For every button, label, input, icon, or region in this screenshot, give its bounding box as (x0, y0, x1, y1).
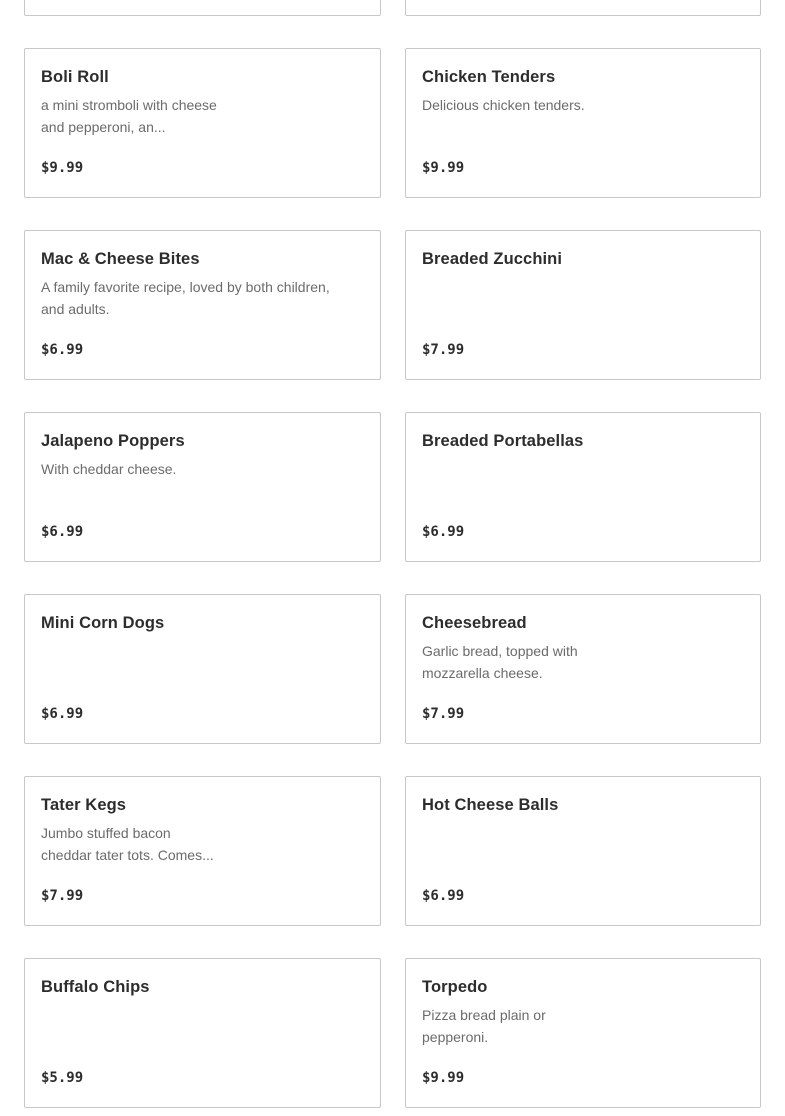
menu-item-card[interactable] (405, 48, 761, 198)
menu-item-description: Pizza bread plain or pepperoni. (422, 1007, 546, 1045)
menu-item-name: Breaded Portabellas (422, 432, 584, 450)
menu-item-name: Mini Corn Dogs (41, 614, 165, 632)
menu-item-card[interactable] (405, 594, 761, 744)
menu-item-price: $7.99 (41, 888, 84, 904)
menu-item-price: $9.99 (422, 160, 465, 176)
menu-item-card[interactable] (405, 412, 761, 562)
menu-item-name: Torpedo (422, 978, 488, 996)
menu-item-description: Jumbo stuffed bacon cheddar tater tots. Comes... (41, 825, 214, 863)
menu-item-card[interactable] (24, 230, 381, 380)
menu-item-name: Cheesebread (422, 614, 527, 632)
menu-item-price: $9.99 (422, 1070, 465, 1086)
menu-item-price: $6.99 (422, 524, 465, 540)
menu-item-name: Buffalo Chips (41, 978, 150, 996)
menu-item-name: Jalapeno Poppers (41, 432, 185, 450)
menu-item-card[interactable] (24, 776, 381, 926)
menu-item-price: $5.99 (41, 1070, 84, 1086)
menu-item-name: Breaded Zucchini (422, 250, 563, 268)
menu-item-name: Hot Cheese Balls (422, 796, 559, 814)
menu-item-card[interactable] (405, 776, 761, 926)
menu-item-card[interactable] (24, 0, 381, 16)
menu-item-card[interactable] (405, 958, 761, 1108)
menu-item-price: $9.99 (41, 160, 84, 176)
menu-item-description: Delicious chicken tenders. (422, 97, 585, 113)
menu-item-name: Mac & Cheese Bites (41, 250, 200, 268)
menu-item-description: With cheddar cheese. (41, 461, 177, 477)
menu-item-card[interactable] (24, 412, 381, 562)
menu-item-name: Chicken Tenders (422, 68, 556, 86)
menu-item-card[interactable] (24, 594, 381, 744)
menu-item-description: Garlic bread, topped with mozzarella cheese. (422, 643, 578, 681)
menu-item-name: Tater Kegs (41, 796, 127, 814)
menu-item-price: $6.99 (41, 342, 84, 358)
menu-item-price: $6.99 (41, 706, 84, 722)
menu-item-name: Boli Roll (41, 68, 109, 86)
menu-item-card[interactable] (405, 230, 761, 380)
menu-item-price: $7.99 (422, 706, 465, 722)
menu-item-card[interactable] (24, 958, 381, 1108)
menu-item-card[interactable] (24, 48, 381, 198)
menu-item-card[interactable] (405, 0, 761, 16)
menu-item-description: a mini stromboli with cheese and pepperoni, an... (41, 97, 217, 135)
menu-item-price: $6.99 (422, 888, 465, 904)
menu-item-price: $7.99 (422, 342, 465, 358)
menu-item-description: A family favorite recipe, loved by both children, and adults. (41, 279, 330, 317)
menu-item-price: $6.99 (41, 524, 84, 540)
